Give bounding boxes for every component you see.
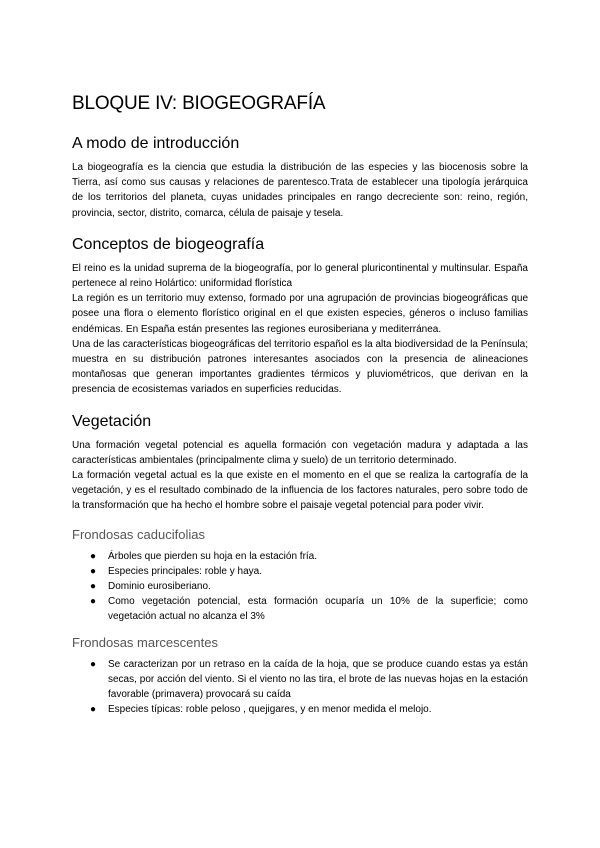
bullet-list bbox=[72, 657, 528, 717]
section-conceptos bbox=[72, 235, 528, 398]
paragraph: Una formación vegetal potencial es aquella formación con vegetación madura y adaptada a las características ambientales (principalmente clima y suelo) de un territorio determinado. bbox=[72, 439, 528, 466]
paragraph: La región es un territorio muy extenso, formado por una agrupación de provincias biogeográficas que posee una flora o elemento florístico original en el que existen especies, géneros o incluso familias endémicas. En España están presentes las regiones eurosiberiana y mediterránea. bbox=[72, 293, 528, 335]
bullet-icon: ● bbox=[90, 703, 97, 715]
list-item-text: Especies típicas: roble peloso , quejigares, y en menor medida el melojo. bbox=[108, 703, 432, 715]
list-item bbox=[90, 549, 528, 564]
paragraph: La formación vegetal actual es la que existe en el momento en el que se realiza la cartografía de la vegetación, y es el resultado combinado de la influencia de los factores naturales, pero sobre todo de la transformación que ha hecho el hombre sobre el paisaje vegetal potencial para poder vivir. bbox=[72, 470, 528, 512]
paragraph: Una de las características biogeográficas del territorio español es la alta biodiversidad de la Península; muestra en su distribución patrones interesantes asociados con la presencia de alineaciones montañosas que generan importantes gradientes térmicos y pluviométricos, que derivan en la presencia de ecosistemas variados en superficies reducidas. bbox=[72, 338, 528, 396]
bullet-icon: ● bbox=[90, 580, 97, 592]
paragraph: La biogeografía es la ciencia que estudia la distribución de las especies y las biocenosis sobre la Tierra, así como sus causas y relaciones de parentesco.Trata de establecer una tipología jerárquica de los territorios del planeta, cuyas unidades principales en rango decreciente son: reino, región, provincia, sector, distrito, comarca, célula de paisaje y tesela. bbox=[72, 162, 528, 219]
list-item bbox=[90, 594, 528, 624]
section-heading: Conceptos de biogeografía bbox=[72, 235, 265, 253]
subsection-heading: Frondosas caducifolias bbox=[72, 526, 205, 542]
subsection-frondosas-marcescentes bbox=[72, 634, 528, 717]
document-body bbox=[72, 92, 528, 727]
list-item bbox=[90, 657, 528, 702]
list-item-text: Especies principales: roble y haya. bbox=[108, 565, 262, 577]
list-item-text: Se caracterizan por un retraso en la caída de la hoja, que se produce cuando estas ya están secas, por acción del viento. Si el viento no las tira, el brote de las nuevas hojas en la estación favorable (primavera) provocará su caída bbox=[108, 658, 528, 700]
list-item bbox=[90, 702, 528, 717]
list-item bbox=[90, 579, 528, 594]
list-item bbox=[90, 564, 528, 579]
list-item-text: Dominio eurosiberiano. bbox=[108, 580, 211, 592]
bullet-icon: ● bbox=[90, 658, 97, 670]
page-title: BLOQUE IV: BIOGEOGRAFÍA bbox=[72, 93, 326, 114]
section-heading: A modo de introducción bbox=[72, 135, 240, 152]
bullet-icon: ● bbox=[90, 550, 97, 562]
paragraph: El reino es la unidad suprema de la biogeografía, por lo general pluricontinental y multinsular. España pertenece al reino Holártico: uniformidad florística bbox=[72, 262, 528, 290]
bullet-list bbox=[72, 549, 528, 624]
bullet-icon: ● bbox=[90, 565, 97, 577]
subsection-heading: Frondosas marcescentes bbox=[72, 634, 218, 650]
list-item-text: Árboles que pierden su hoja en la estación fría. bbox=[108, 550, 318, 562]
bullet-icon: ● bbox=[90, 595, 97, 607]
section-vegetacion bbox=[72, 412, 528, 514]
section-heading: Vegetación bbox=[72, 412, 152, 430]
subsection-frondosas-caducifolias bbox=[72, 526, 528, 624]
section-introduccion bbox=[72, 134, 528, 221]
list-item-text: Como vegetación potencial, esta formación ocuparía un 10% de la superficie; como vegetación actual no alcanza el 3% bbox=[108, 595, 528, 622]
